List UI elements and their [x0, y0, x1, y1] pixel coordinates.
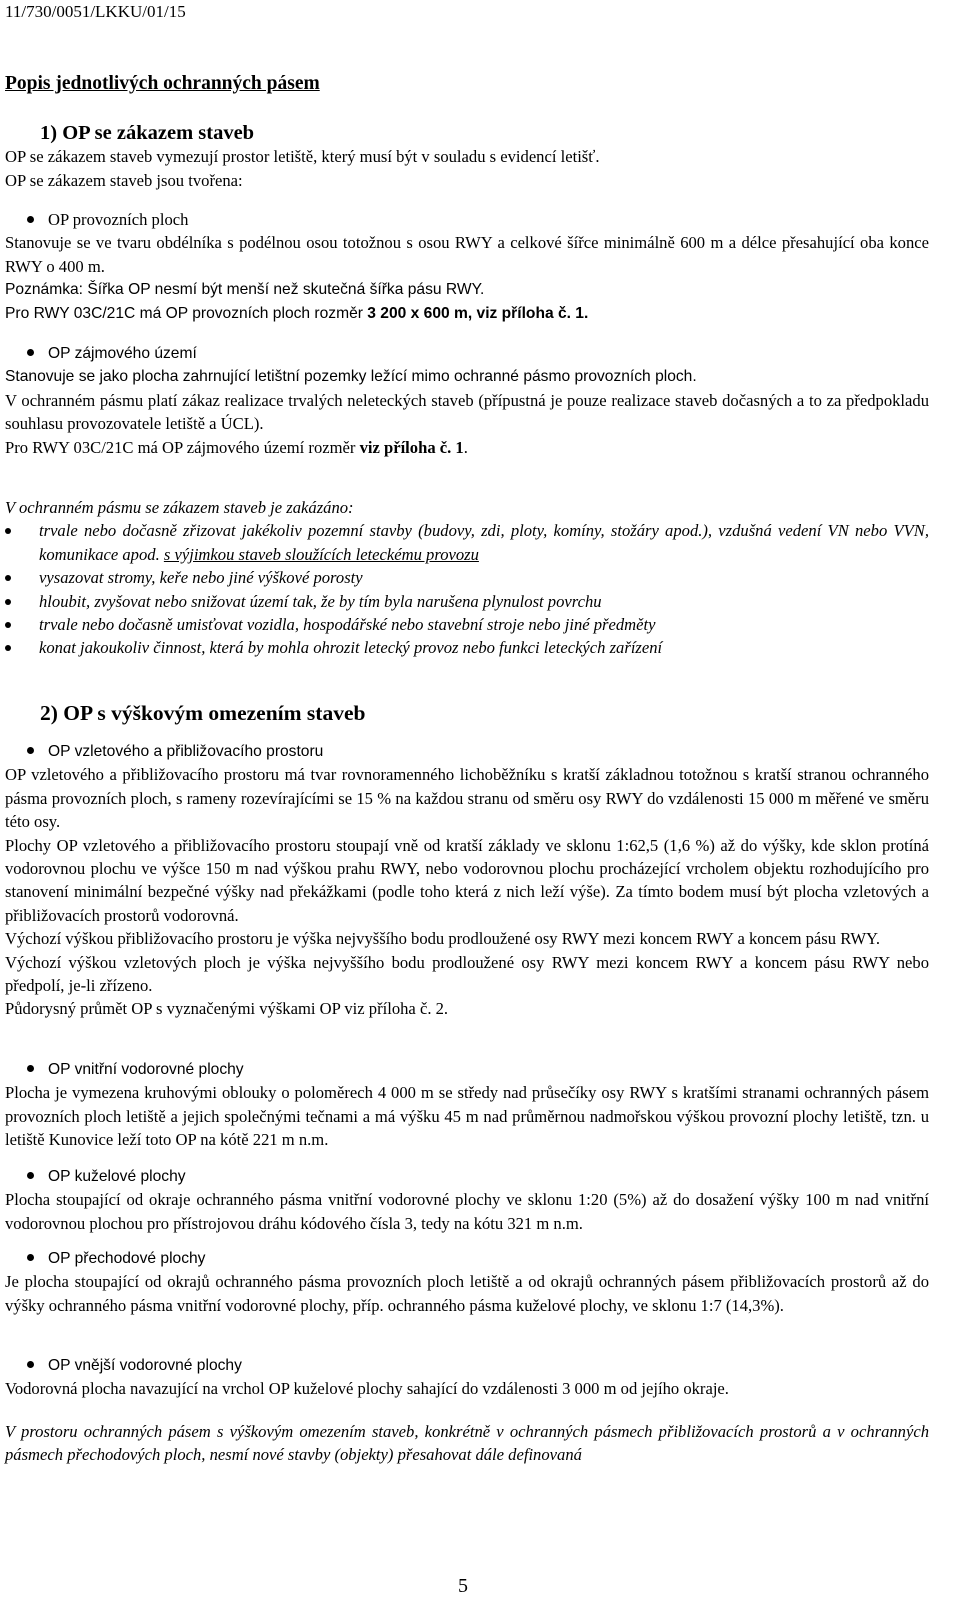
ban-item [5, 566, 929, 589]
ban-text: trvale nebo dočasně umisťovat vozidla, hospodářské nebo stavební stroje nebo jiné předměty [39, 615, 656, 635]
prov-rwy-size: 3 200 x 600 m, viz příloha č. 1. [367, 304, 589, 322]
bullet-icon [5, 622, 11, 628]
subsection-label-zajm: OP zájmového území [48, 345, 197, 362]
zajm-text-2: V ochranném pásmu platí zákaz realizace trvalých neleteckých staveb (přípustná je pouze realizace staveb dočasných a to za předpokladu souhlasu provozovatele letiště a ÚCL). [5, 390, 929, 434]
ban-item [5, 613, 929, 636]
zajm-rwy: Pro RWY 03C/21C má OP zájmového území rozměr [5, 437, 360, 457]
final-paragraph: V prostoru ochranných pásem s výškovým omezením staveb, konkrétně v ochranných pásmech přibližovacích prostorů a v ochranných pásmech přechodových ploch, nesmí nové stavby (objekty) přesahovat dále definovaná [5, 1422, 929, 1465]
ban-text: konat jakoukoliv činnost, která by mohla ohrozit letecký provoz nebo funkci leteckých zařízení [39, 638, 663, 658]
vzlet-p1: OP vzletového a přibližovacího prostoru má tvar rovnoramenného lichoběžníku s kratší základnou totožnou s kratší stranou ochranného pásma provozních ploch, s rameny rozevírajícími se 15 % na každou stranu od směru osy RWY do vzdálenosti 15 000 m měřené ve směru této osy. [5, 765, 929, 832]
page-number: 5 [458, 1575, 468, 1597]
prov-rwy: Pro RWY 03C/21C má OP provozních ploch rozměr [5, 304, 368, 322]
bullet-icon [5, 575, 11, 581]
bullet-icon [5, 528, 11, 534]
vnitrni-text: Plocha je vymezena kruhovými oblouky o poloměrech 4 000 m se středy nad průsečíky osy RWY s kratšími stranami ochranných pásem provozních ploch letiště a jejich společnými tečnami a má výšku 45 m nad průměrnou nadmořskou výškou provozní plochy letiště, tzn. u letiště Kunovice leží toto OP na kótě 221 m n.m. [5, 1083, 929, 1150]
prov-text: Stanovuje se ve tvaru obdélníka s podélnou osou totožnou s osou RWY a celkové šířce minimálně 600 m a délce přesahující oba konce RWY o 400 m. [5, 233, 929, 276]
bullet-icon [27, 1172, 34, 1179]
section-1-intro-2: OP se zákazem staveb jsou tvořena: [5, 170, 243, 190]
ban-text: vysazovat stromy, keře nebo jiné výškové porosty [39, 568, 363, 588]
ban-item [5, 636, 929, 659]
ban-intro: V ochranném pásmu se zákazem staveb je zakázáno: [5, 498, 354, 517]
bullet-icon [5, 599, 11, 605]
document-reference: 11/730/0051/LKKU/01/15 [5, 2, 186, 21]
zajm-rwy-link: viz příloha č. 1 [359, 437, 464, 457]
zajm-text: Stanovuje se jako plocha zahrnující letištní pozemky ležící mimo ochranné pásmo provozních ploch. [5, 368, 697, 386]
subsection-label-vnejsi: OP vnější vodorovné plochy [48, 1357, 242, 1374]
section-2-heading: 2) OP s výškovým omezením staveb [40, 701, 366, 725]
ban-item [5, 519, 929, 566]
subsection-label-vnitrni: OP vnitřní vodorovné plochy [48, 1061, 244, 1078]
subsection-label-kuzel: OP kuželové plochy [48, 1168, 186, 1185]
subsection-label-prov: OP provozních ploch [48, 210, 189, 229]
bullet-icon [27, 349, 34, 356]
ban-text: hloubit, zvyšovat nebo snižovat území tak, že by tím byla narušena plynulost povrchu [39, 591, 602, 611]
kuzel-text: Plocha stoupající od okraje ochranného pásma vnitřní vodorovné plochy ve sklonu 1:20 (5%) až do dosažení výšky 100 m nad vnitřní vodorovnou plochou pro přístrojovou dráhu kódového čísla 3, tedy na kótu 321 m n.m. [5, 1190, 929, 1233]
prov-note: Poznámka: Šířka OP nesmí být menší než skutečná šířka pásu RWY. [5, 281, 485, 299]
ban-exception: s výjimkou staveb sloužících leteckému provozu [163, 544, 479, 564]
subsection-label-vzlet: OP vzletového a přibližovacího prostoru [48, 743, 324, 760]
bullet-icon [27, 1065, 34, 1072]
subsection-label-prech: OP přechodové plochy [48, 1250, 206, 1267]
vzlet-p2: Plochy OP vzletového a přibližovacího prostoru stoupají vně od kratší základy ve sklonu 1:62,5 (1,6 %) až do výšky, kde sklon protíná vodorovnou plochu ve výšce 150 m nad výškou prahu RWY, nebo vodorovnou plochu procházející vrcholem objektu rozhodujícího pro stanovení minimální bezpečné výšky nad překážkami (podle toho která z nich leží výše). Za tímto bodem musí být plocha vzletových a přibližovacích prostorů vodorovná. [5, 835, 929, 925]
bullet-icon [27, 1361, 34, 1368]
vzlet-p3: Výchozí výškou přibližovacího prostoru je výška nejvyššího bodu prodloužené osy RWY mezi koncem RWY a koncem pásu RWY. [5, 929, 881, 949]
vzlet-p4: Výchozí výškou vzletových ploch je výška nejvyššího bodu prodloužené osy RWY mezi koncem RWY a koncem pásu RWY nebo předpolí, je-li zřízeno. [5, 952, 929, 996]
bullet-icon [27, 1254, 34, 1261]
vnejsi-text: Vodorovná plocha navazující na vrchol OP kuželové plochy sahající do vzdálenosti 3 000 m od jejího okraje. [5, 1379, 729, 1399]
section-1-intro-1: OP se zákazem staveb vymezují prostor letiště, který musí být v souladu s evidencí letišť. [5, 147, 600, 167]
ban-item [5, 590, 929, 613]
zajm-rwy-end: . [463, 437, 468, 457]
vzlet-p5: Půdorysný průmět OP s vyznačenými výškami OP viz příloha č. 2. [5, 999, 449, 1019]
ban-text: trvale nebo dočasně zřizovat jakékoliv pozemní stavby (budovy, zdi, ploty, komíny, stožáry apod.), vzdušná vedení VN nebo VVN, komunikace apod. [39, 521, 929, 564]
prech-text: Je plocha stoupající od okrajů ochranného pásma provozních ploch letiště a od okrajů ochranných pásem přibližovacích prostorů až do výšky ochranného pásma vnitřní vodorovné plochy, příp. ochranného pásma kuželové plochy, ve sklonu 1:7 (14,3%). [5, 1272, 929, 1315]
section-1-heading: 1) OP se zákazem staveb [40, 122, 255, 144]
document-title: Popis jednotlivých ochranných pásem [5, 73, 320, 94]
bullet-icon [5, 645, 11, 651]
bullet-icon [27, 216, 34, 223]
bullet-icon [27, 747, 34, 754]
